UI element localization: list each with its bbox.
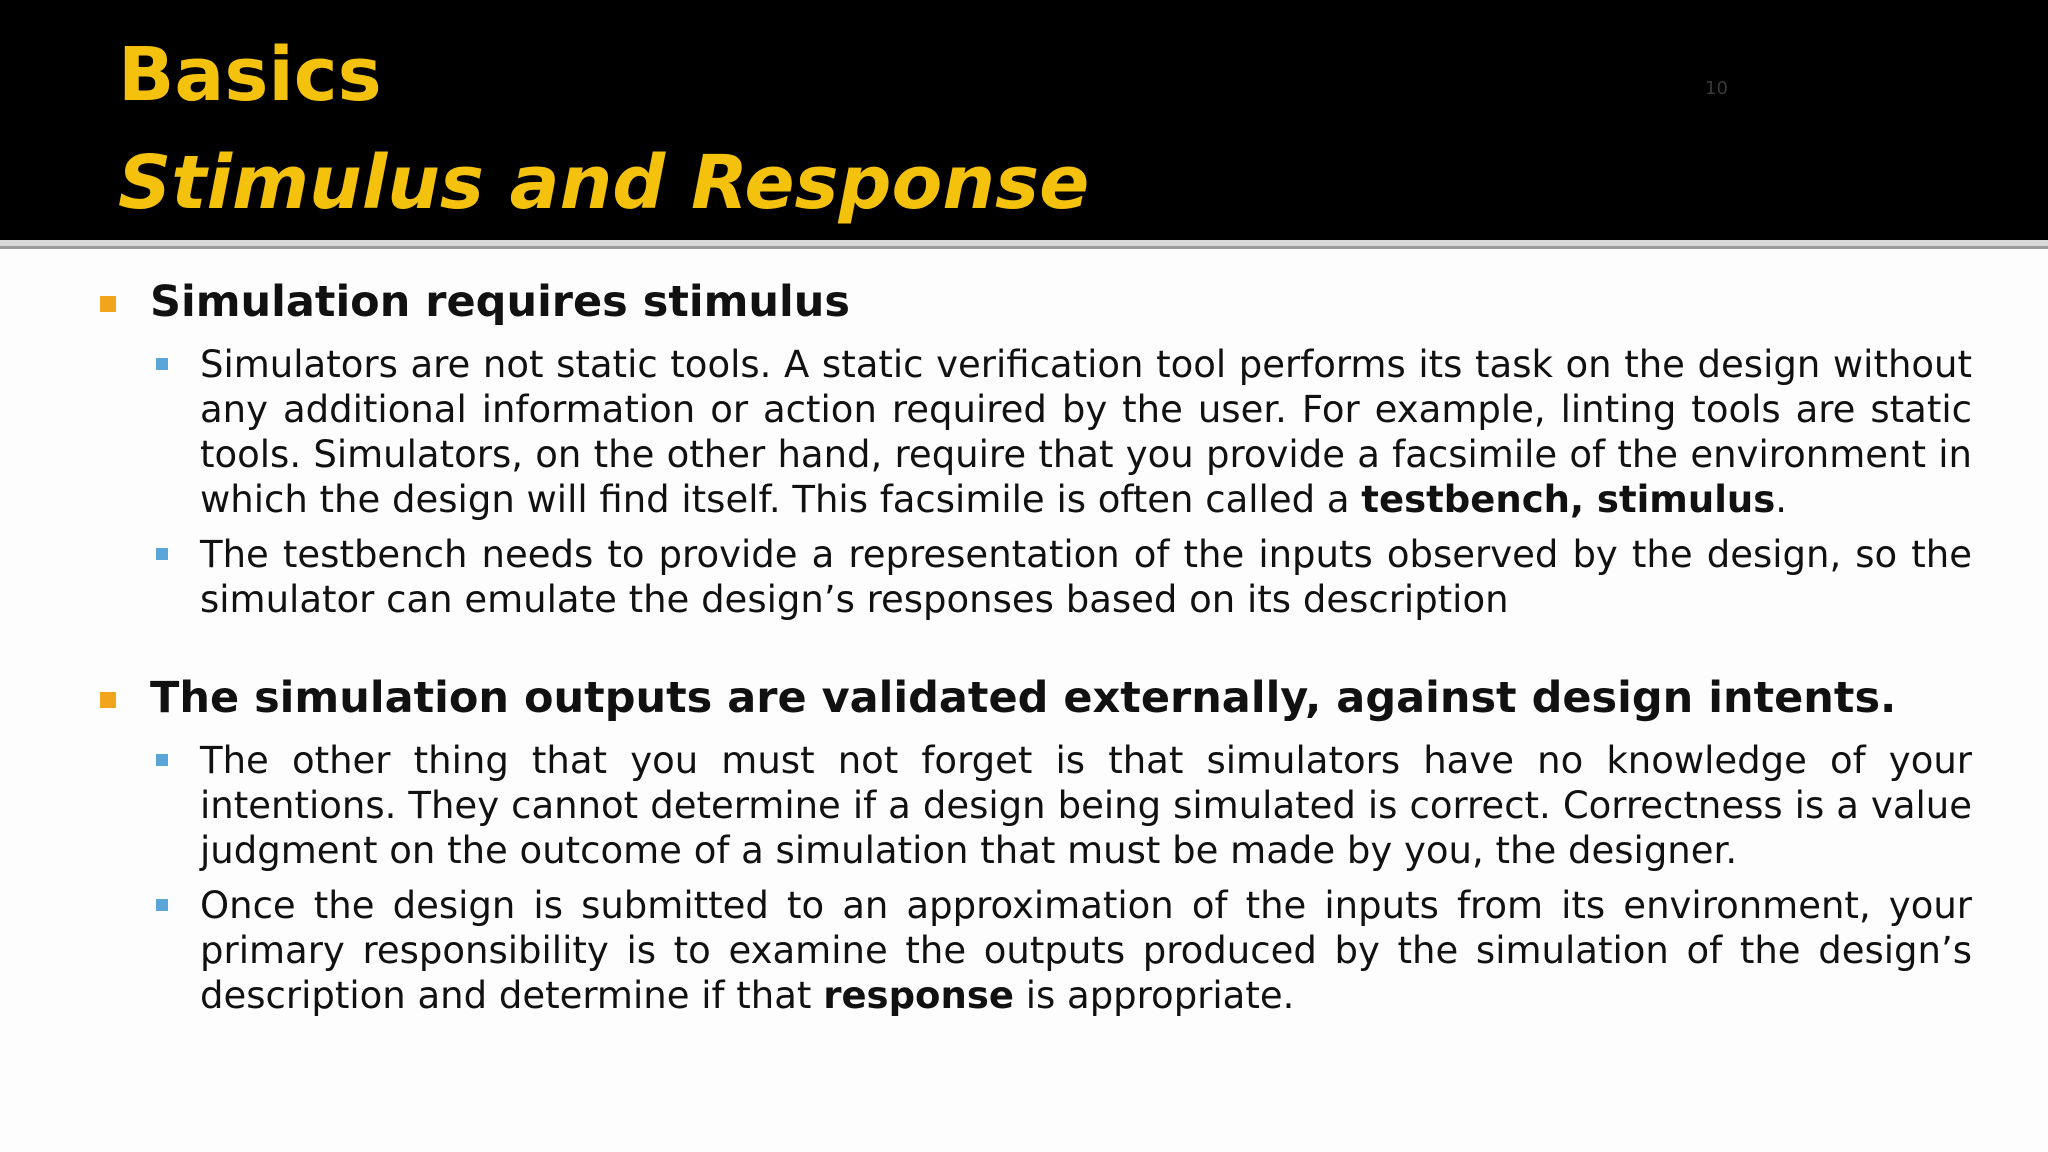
slide-header: [0, 0, 2048, 240]
slide-body: [0, 272, 2048, 1018]
sub-bullet-text: Simulators are not static tools. A static verification tool performs its task on the design without any additional information or action required by the user. For example, linting tools are static tools. Simulators, on the other hand, require that you provide a facsimile of the environment in which the design will find itself. This facsimile is often called a: [200, 343, 1972, 521]
emphasis-text: response: [823, 974, 1014, 1017]
sub-bullet: [200, 342, 1972, 522]
square-bullet-icon: [156, 754, 168, 766]
square-bullet-icon: [156, 548, 168, 560]
sub-bullet-text: The testbench needs to provide a representation of the inputs observed by the design, so the simulator can emulate the design’s responses based on its description: [200, 533, 1972, 621]
sub-bullet: [200, 883, 1972, 1018]
sub-bullet-text: The other thing that you must not forget is that simulators have no knowledge of your intentions. They cannot determine if a design being simulated is correct. Correctness is a value judgment on the outcome of a simulation that must be made by you, the designer.: [200, 739, 1972, 872]
slide-title: Basics: [118, 32, 382, 118]
heading-text: Simulation requires stimulus: [150, 277, 850, 327]
bullet-heading: [150, 668, 1970, 728]
sub-bullet-text: Once the design is submitted to an approximation of the inputs from its environment, your primary responsibility is to examine the outputs produced by the simulation of the design’s description and determine if that: [200, 884, 1972, 1017]
slide-subtitle: Stimulus and Response: [118, 140, 1090, 226]
sub-bullet: [200, 738, 1972, 873]
square-bullet-icon: [156, 358, 168, 370]
heading-text: The simulation outputs are validated externally, against design intents.: [150, 673, 1897, 723]
square-bullet-icon: [100, 692, 116, 708]
section-stimulus: [0, 272, 2048, 622]
sub-bullet-text-end: is appropriate.: [1013, 974, 1295, 1017]
emphasis-text: testbench, stimulus: [1361, 478, 1776, 521]
header-divider-shadow: [0, 246, 2048, 249]
sub-bullet: [200, 532, 1972, 622]
bullet-heading: [150, 272, 1970, 332]
sub-bullet-text-end: .: [1775, 478, 1788, 521]
slide-number: 10: [1705, 78, 1728, 99]
section-validation: [0, 668, 2048, 1018]
square-bullet-icon: [100, 296, 116, 312]
square-bullet-icon: [156, 899, 168, 911]
